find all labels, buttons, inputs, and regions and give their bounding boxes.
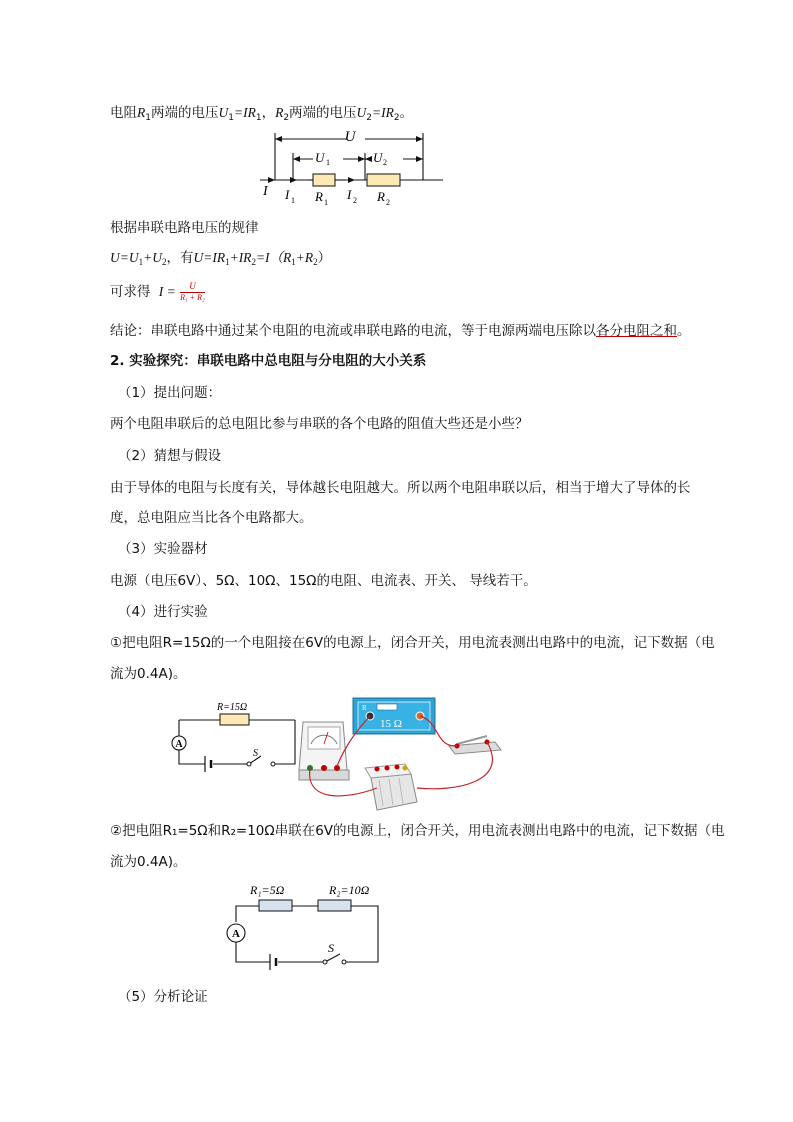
text-line-hypothesis-2: 度，总电阻应当比各个电路都大。 <box>110 510 313 526</box>
svg-text:R: R <box>362 704 367 712</box>
subheading-materials: （3）实验器材 <box>118 541 208 557</box>
text-line-question: 两个电阻串联后的总电阻比参与串联的各个电路的阻值大些还是小些？ <box>110 416 529 432</box>
text-line-step2-b: 流为0.4A)。 <box>110 854 187 870</box>
subheading-hypothesis: （2）猜想与假设 <box>118 448 222 464</box>
label-i2: I <box>347 187 352 202</box>
subheading-procedure: （4）进行实验 <box>118 604 208 620</box>
switch-label: S <box>253 748 258 759</box>
switch-label: S <box>328 941 334 955</box>
subheading-question: （1）提出问题： <box>118 385 222 401</box>
resistor2-label: R₂=10Ω <box>329 883 370 897</box>
svg-text:2: 2 <box>386 198 390 207</box>
svg-text:1: 1 <box>326 158 330 167</box>
ammeter-label: A <box>232 928 240 940</box>
svg-text:2: 2 <box>383 158 387 167</box>
section-heading-experiment: 2. 实验探究：串联电路中总电阻与分电阻的大小关系 <box>110 353 427 369</box>
text-line-voltage-law: 根据串联电路电压的规律 <box>110 220 259 236</box>
svg-text:1: 1 <box>291 196 295 205</box>
text-line-solve-current: 可求得 I = $\frac{U}{\text{R₁ + R₂}}$ <box>110 281 205 302</box>
label-u2: U <box>373 150 383 165</box>
resistor-box-illustration <box>353 698 435 734</box>
label-r1: R <box>315 189 323 204</box>
subheading-analysis: （5）分析论证 <box>118 989 208 1005</box>
text-line-step2-a: ②把电阻R₁=5Ω和R₂=10Ω串联在6V的电源上，闭合开关，用电流表测出电路中的电流，记下数据（电 <box>110 823 725 839</box>
ammeter-illustration <box>299 722 349 780</box>
battery-illustration <box>365 764 417 810</box>
underlined-phrase: 各分电阻之和 <box>596 323 677 339</box>
text-line-conclusion: 结论：串联电路中通过某个电阻的电流或串联电路的电流，等于电源两端电压除以各分电阻之和。 <box>110 323 691 339</box>
text-line-equation: $U=U_1+U_2$，有$U=IR_1+IR_2=I(R_1+R_2)$ <box>110 250 332 267</box>
svg-text:2: 2 <box>353 196 357 205</box>
label-r2: R <box>377 189 385 204</box>
text-line-hypothesis-1: 由于导体的电阻与长度有关，导体越长电阻越大。所以两个电阻串联以后，相当于增大了导体的长 <box>110 480 691 496</box>
text-line-materials: 电源（电压6V）、5Ω、10Ω、15Ω的电阻、电流表、开关、 导线若干。 <box>110 573 537 589</box>
label-u1: U <box>315 150 325 165</box>
ammeter-label: A <box>175 739 183 750</box>
resistor-label: R=15Ω <box>217 702 248 713</box>
text-line-step1-b: 流为0.4A)。 <box>110 666 187 682</box>
knife-switch-illustration <box>449 736 501 754</box>
label-i1: I <box>285 187 290 202</box>
resistor-box-label: 15 Ω <box>380 718 402 730</box>
two-resistor-series-circuit <box>222 878 392 973</box>
label-i: I <box>263 184 268 199</box>
text-line-step1-a: ①把电阻R=15Ω的一个电阻接在6V的电源上，闭合开关，用电流表测出电路中的电流，记下数据（电 <box>110 635 715 651</box>
single-resistor-circuit <box>165 692 505 817</box>
svg-text:1: 1 <box>324 198 328 207</box>
label-u: U <box>344 129 356 145</box>
current-fraction: $\frac{U}{\text{R₁ + R₂}}$ <box>180 281 205 302</box>
text-line-voltage-definitions: 电阻$R_1$两端的电压$U_1=IR_1$，$R_2$两端的电压$U_2=IR_2$。 <box>110 105 414 123</box>
series-voltage-diagram <box>255 125 450 210</box>
resistor1-label: R₁=5Ω <box>250 883 285 897</box>
